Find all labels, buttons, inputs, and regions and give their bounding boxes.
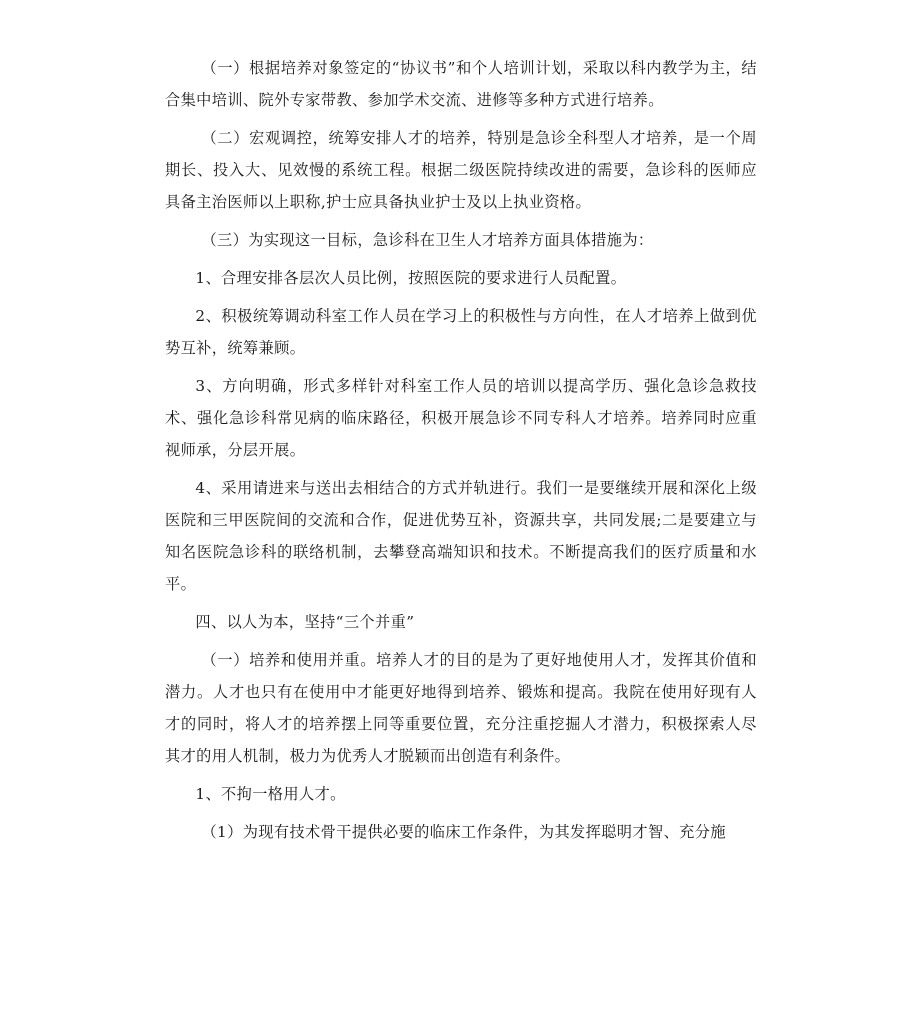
paragraph-4: 1、合理安排各层次人员比例，按照医院的要求进行人员配置。 bbox=[195, 269, 627, 287]
paragraph-7: 4、采用请进来与送出去相结合的方式并轨进行。我们一是要继续开展和深化上级医院和三甲医院间的交流和合作，促进优势互补，资源共享，共同发展;二是要建立与知名医院急诊科的联络机制，去攀登高端知识和技术。不断提高我们的医疗质量和水平。 bbox=[165, 479, 757, 593]
paragraph-2: （二）宏观调控，统筹安排人才的培养，特别是急诊全科型人才培养，是一个周期长、投入大、见效慢的系统工程。根据二级医院持续改进的需要，急诊科的医师应具备主治医师以上职称,护士应具备执业护士及以上执业资格。 bbox=[165, 129, 757, 211]
paragraph-5: 2、积极统筹调动科室工作人员在学习上的积极性与方向性，在人才培养上做到优势互补，统筹兼顾。 bbox=[165, 307, 757, 357]
paragraph-3: （三）为实现这一目标，急诊科在卫生人才培养方面具体措施为： bbox=[201, 231, 654, 249]
section-heading: 四、以人为本，坚持“三个并重” bbox=[195, 613, 415, 631]
paragraph-6: 3、方向明确，形式多样针对科室工作人员的培训以提高学历、强化急诊急救技术、强化急诊科常见病的临床路径，积极开展急诊不同专科人才培养。培养同时应重视师承，分层开展。 bbox=[165, 377, 757, 459]
paragraph-11: （1）为现有技术骨干提供必要的临床工作条件，为其发挥聪明才智、充分施 bbox=[201, 823, 726, 841]
paragraph-1: （一）根据培养对象签定的“协议书”和个人培训计划，采取以科内教学为主，结合集中培训、院外专家带教、参加学术交流、进修等多种方式进行培养。 bbox=[165, 59, 757, 109]
paragraph-10: 1、不拘一格用人才。 bbox=[195, 785, 346, 803]
paragraph-9: （一）培养和使用并重。培养人才的目的是为了更好地使用人才，发挥其价值和潜力。人才也只有在使用中才能更好地得到培养、锻炼和提高。我院在使用好现有人才的同时，将人才的培养摆上同等重要位置，充分注重挖掘人才潜力，积极探索人尽其才的用人机制，极力为优秀人才脱颖而出创造有利条件。 bbox=[165, 651, 757, 765]
document-page bbox=[165, 52, 757, 854]
